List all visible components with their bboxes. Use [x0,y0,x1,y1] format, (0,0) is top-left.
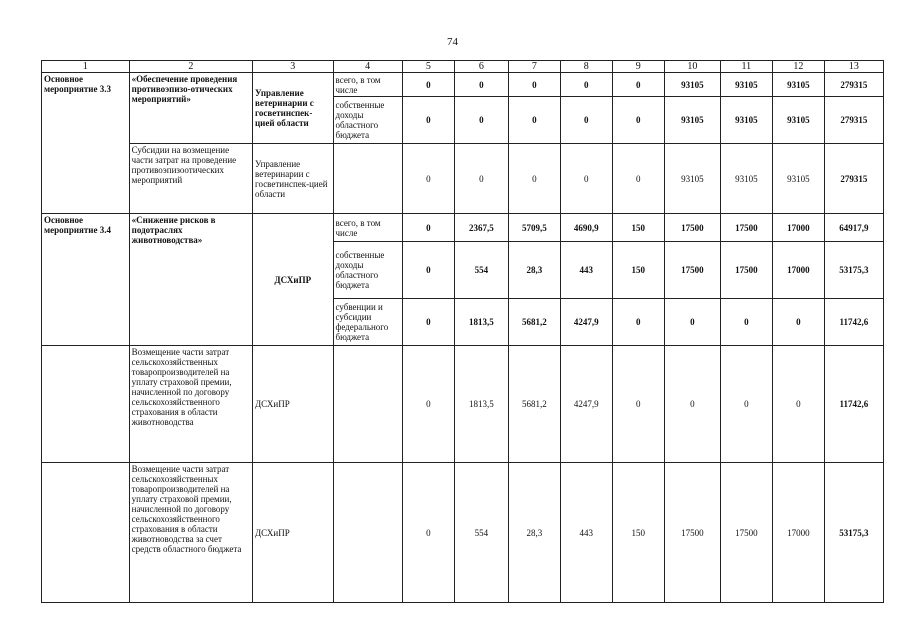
executor-cell: ДСХиПР [253,346,334,463]
name-cell: Возмещение части затрат сельскохозяйственных товаропроизводителей на уплату страховой премии, начисленной по договору сельскохозяйственного страхования в области животноводства за счет средств областного бюджета [129,463,252,603]
header-cell: 6 [454,61,508,73]
value-cell: 93105 [664,73,720,97]
value-cell: 17500 [664,242,720,299]
value-cell: 0 [560,97,612,144]
header-cell: 12 [772,61,824,73]
value-cell: 11742,6 [824,346,883,463]
value-cell: 0 [402,463,454,603]
value-cell: 17500 [720,242,772,299]
header-cell: 8 [560,61,612,73]
value-cell: 279315 [824,97,883,144]
value-cell: 93105 [772,73,824,97]
value-cell: 93105 [720,144,772,214]
header-row [42,61,884,73]
header-cell: 5 [402,61,454,73]
measure-cell [42,463,130,603]
source-cell: собственные доходы областного бюджета [333,242,402,299]
value-cell: 279315 [824,144,883,214]
name-cell: «Обеспечение проведения противоэпизо-отических мероприятий» [129,73,252,144]
value-cell: 53175,3 [824,242,883,299]
value-cell: 0 [720,299,772,346]
value-cell: 0 [402,73,454,97]
value-cell: 53175,3 [824,463,883,603]
source-cell: субвенции и субсидии федерального бюджета [333,299,402,346]
source-cell [333,463,402,603]
source-cell: собственные доходы областного бюджета [333,97,402,144]
value-cell: 93105 [772,97,824,144]
value-cell: 93105 [772,144,824,214]
value-cell: 0 [402,346,454,463]
value-cell: 64917,9 [824,214,883,242]
value-cell: 93105 [720,97,772,144]
value-cell: 0 [612,346,664,463]
value-cell: 554 [454,242,508,299]
measure-cell: Основное мероприятие 3.4 [42,214,130,346]
table-row [42,144,884,214]
source-cell [333,144,402,214]
value-cell: 11742,6 [824,299,883,346]
value-cell: 17500 [720,214,772,242]
executor-cell: ДСХиПР [253,214,334,346]
value-cell: 4247,9 [560,346,612,463]
value-cell: 0 [454,73,508,97]
value-cell: 5681,2 [508,299,560,346]
executor-cell: ДСХиПР [253,463,334,603]
value-cell: 443 [560,463,612,603]
header-cell: 4 [333,61,402,73]
value-cell: 0 [454,97,508,144]
value-cell: 0 [772,346,824,463]
table-row [42,463,884,603]
value-cell: 150 [612,463,664,603]
value-cell: 0 [402,144,454,214]
header-cell: 7 [508,61,560,73]
executor-cell: Управление ветеринарии с госветинспек-цией области [253,73,334,144]
value-cell: 4690,9 [560,214,612,242]
value-cell: 554 [454,463,508,603]
value-cell: 0 [612,73,664,97]
value-cell: 1813,5 [454,299,508,346]
value-cell: 17000 [772,463,824,603]
value-cell: 17500 [720,463,772,603]
header-cell: 11 [720,61,772,73]
measure-cell [42,346,130,463]
value-cell: 0 [664,346,720,463]
value-cell: 4247,9 [560,299,612,346]
value-cell: 0 [402,242,454,299]
header-cell: 10 [664,61,720,73]
header-cell: 2 [129,61,252,73]
value-cell: 28,3 [508,242,560,299]
value-cell: 93105 [664,97,720,144]
value-cell: 1813,5 [454,346,508,463]
value-cell: 0 [402,214,454,242]
value-cell: 2367,5 [454,214,508,242]
value-cell: 0 [612,97,664,144]
page-number: 74 [447,36,458,48]
value-cell: 0 [612,144,664,214]
value-cell: 150 [612,214,664,242]
table-row [42,73,884,97]
source-cell: всего, в том числе [333,214,402,242]
value-cell: 0 [612,299,664,346]
source-cell [333,346,402,463]
name-cell: Субсидии на возмещение части затрат на проведение противоэпизоотических мероприятий [129,144,252,214]
header-cell: 3 [253,61,334,73]
value-cell: 0 [454,144,508,214]
value-cell: 0 [402,97,454,144]
value-cell: 0 [402,299,454,346]
value-cell: 279315 [824,73,883,97]
value-cell: 150 [612,242,664,299]
value-cell: 0 [560,73,612,97]
value-cell: 93105 [720,73,772,97]
value-cell: 17500 [664,463,720,603]
executor-cell: Управление ветеринарии с госветинспек-цией области [253,144,334,214]
value-cell: 0 [720,346,772,463]
measure-cell: Основное мероприятие 3.3 [42,73,130,214]
table-row [42,346,884,463]
value-cell: 17000 [772,214,824,242]
header-cell: 1 [42,61,130,73]
value-cell: 0 [508,97,560,144]
value-cell: 0 [772,299,824,346]
value-cell: 0 [508,73,560,97]
value-cell: 0 [508,144,560,214]
name-cell: Возмещение части затрат сельскохозяйственных товаропроизводителей на уплату страховой премии, начисленной по договору сельскохозяйственного страхования в области животноводства [129,346,252,463]
value-cell: 0 [664,299,720,346]
value-cell: 443 [560,242,612,299]
value-cell: 28,3 [508,463,560,603]
value-cell: 93105 [664,144,720,214]
value-cell: 17000 [772,242,824,299]
value-cell: 5709,5 [508,214,560,242]
header-cell: 13 [824,61,883,73]
value-cell: 17500 [664,214,720,242]
value-cell: 0 [560,144,612,214]
header-cell: 9 [612,61,664,73]
table-row [42,214,884,242]
budget-table [41,60,884,603]
name-cell: «Снижение рисков в подотраслях животноводства» [129,214,252,346]
source-cell: всего, в том числе [333,73,402,97]
value-cell: 5681,2 [508,346,560,463]
